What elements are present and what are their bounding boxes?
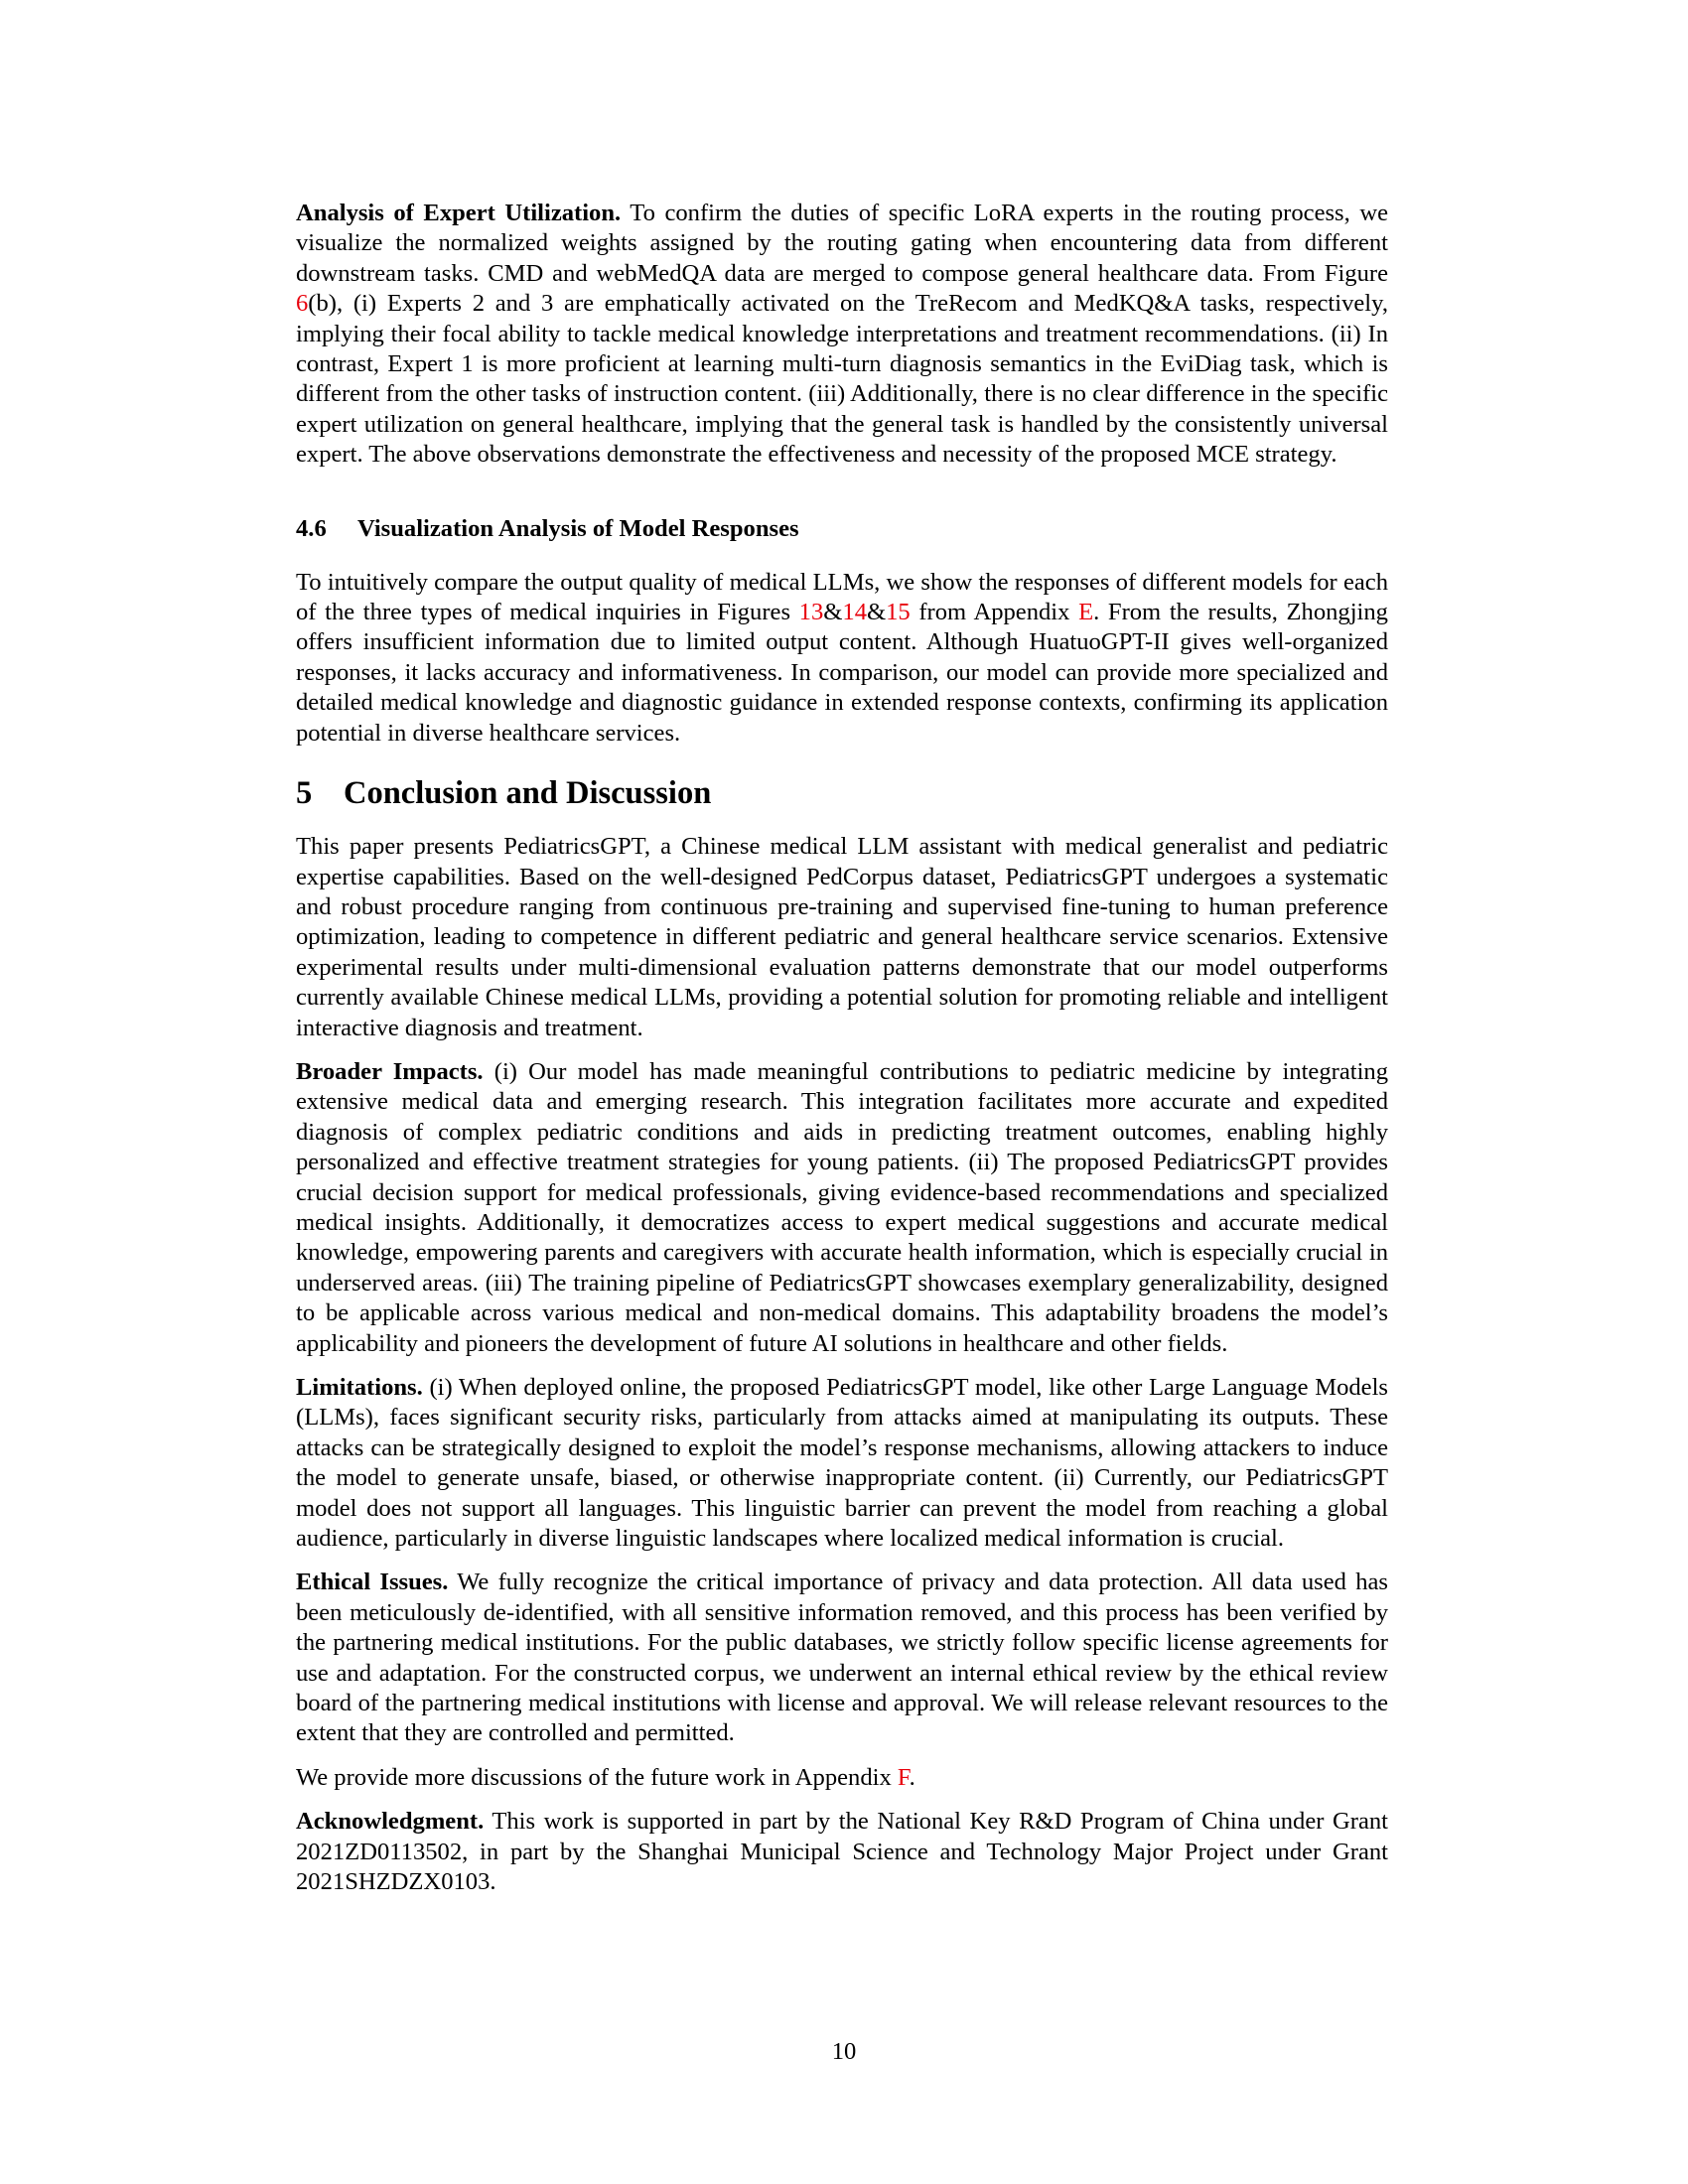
ampersand: & bbox=[866, 599, 887, 626]
paragraph-broader-impacts bbox=[296, 1057, 1388, 1359]
paragraph-conclusion: This paper presents PediatricsGPT, a Chinese medical LLM assistant with medical generalist and pediatric expertise capabilities. Based on the well-designed PedCorpus dataset, PediatricsGPT undergoes a systematic and robust procedure ranging from continuous pre-training and supervised fine-tuning to human preference optimization, leading to competence in different pediatric and general healthcare service scenarios. Extensive experimental results under multi-dimensional evaluation patterns demonstrate that our model outperforms currently available Chinese medical LLMs, providing a potential solution for promoting reliable and intelligent interactive diagnosis and treatment. bbox=[296, 833, 1388, 1041]
paragraph-text: from Appendix bbox=[910, 599, 1079, 626]
section-number: 5 bbox=[296, 775, 313, 812]
paragraph-lead: Limitations. bbox=[296, 1374, 423, 1401]
figure-15-link[interactable]: 15 bbox=[886, 599, 911, 626]
paragraph-text: . From the results, Zhongjing offers insufficient information due to limited output content. Although HuatuoGPT-II gives well-organized responses, it lacks accuracy and informativeness. In comparison, our model can provide more specialized and detailed medical knowledge and diagnostic guidance in extended response contexts, confirming its application potential in diverse healthcare services. bbox=[296, 599, 1388, 747]
subsection-number: 4.6 bbox=[296, 514, 327, 542]
appendix-e-link[interactable]: E bbox=[1078, 599, 1094, 626]
paragraph-text: This work is supported in part by the National Key R&D Program of China under Grant 2021ZD0113502, in part by the Shanghai Municipal Science and Technology Major Project under Grant 2021SHZDZX0103. bbox=[296, 1808, 1388, 1896]
paragraph-text: (b), (i) Experts 2 and 3 are emphatically activated on the TreRecom and MedKQ&A tasks, respectively, implying their focal ability to tackle medical knowledge interpretations and treatment recommendations. (ii) In contrast, Expert 1 is more proficient at learning multi-turn diagnosis semantics in the EviDiag task, which is different from the other tasks of instruction content. (iii) Additionally, there is no clear difference in the specific expert utilization on general healthcare, implying that the general task is handled by the consistently universal expert. The above observations demonstrate the effectiveness and necessity of the proposed MCE strategy. bbox=[296, 290, 1388, 469]
paragraph-text: To intuitively compare the output quality of medical LLMs, we show the responses of different models for each of the three types of medical inquiries in Figures bbox=[296, 568, 1388, 626]
subsection-heading-4-6 bbox=[296, 514, 1388, 544]
paragraph-text: (i) When deployed online, the proposed PediatricsGPT model, like other Large Language Models (LLMs), faces significant security risks, particularly from attacks aimed at manipulating its outputs. These attacks can be strategically designed to exploit the model’s response mechanisms, allowing attackers to induce the model to generate unsafe, biased, or otherwise inappropriate content. (ii) Currently, our PediatricsGPT model does not support all languages. This linguistic barrier can prevent the model from reaching a global audience, particularly in diverse linguistic landscapes where localized medical information is crucial. bbox=[296, 1374, 1388, 1553]
paragraph-visualization bbox=[296, 568, 1388, 749]
section-title: Conclusion and Discussion bbox=[344, 775, 712, 812]
paragraph-acknowledgment bbox=[296, 1807, 1388, 1897]
paragraph-expert-utilization bbox=[296, 199, 1388, 471]
paragraph-future-work bbox=[296, 1763, 1388, 1793]
appendix-f-link[interactable]: F bbox=[897, 1763, 910, 1791]
paragraph-lead: Broader Impacts. bbox=[296, 1057, 484, 1085]
page-body bbox=[296, 199, 1388, 1912]
figure-13-link[interactable]: 13 bbox=[798, 599, 824, 626]
paragraph-limitations bbox=[296, 1373, 1388, 1554]
paragraph-lead: Ethical Issues. bbox=[296, 1569, 449, 1596]
paragraph-text: . bbox=[909, 1763, 915, 1791]
figure-14-link[interactable]: 14 bbox=[842, 599, 867, 626]
ampersand: & bbox=[823, 599, 843, 626]
paragraph-text: We provide more discussions of the future work in Appendix bbox=[296, 1763, 898, 1791]
paragraph-lead: Acknowledgment. bbox=[296, 1808, 485, 1836]
paragraph-text: (i) Our model has made meaningful contributions to pediatric medicine by integrating extensive medical data and emerging research. This integration facilitates more accurate and expedited diagnosis of complex pediatric conditions and aids in predicting treatment outcomes, enabling highly personalized and effective treatment strategies for young patients. (ii) The proposed PediatricsGPT provides crucial decision support for medical professionals, giving evidence-based recommendations and specialized medical insights. Additionally, it democratizes access to expert medical suggestions and accurate medical knowledge, empowering parents and caregivers with accurate health information, which is especially crucial in underserved areas. (iii) The training pipeline of PediatricsGPT showcases exemplary generalizability, designed to be applicable across various medical and non-medical domains. This adaptability broadens the model’s applicability and pioneers the development of future AI solutions in healthcare and other fields. bbox=[296, 1057, 1388, 1357]
page-number: 10 bbox=[831, 2038, 857, 2065]
section-heading-5 bbox=[296, 774, 1388, 812]
subsection-title: Visualization Analysis of Model Responses bbox=[357, 514, 799, 542]
paragraph-text: We fully recognize the critical importance of privacy and data protection. All data used has been meticulously de-identified, with all sensitive information removed, and this process has been verified by the partnering medical institutions. For the public databases, we strictly follow specific license agreements for use and adaptation. For the constructed corpus, we underwent an internal ethical review by the ethical review board of the partnering medical institutions with license and approval. We will release relevant resources to the extent that they are controlled and permitted. bbox=[296, 1569, 1388, 1747]
paragraph-ethical-issues bbox=[296, 1568, 1388, 1748]
paragraph-lead: Analysis of Expert Utilization. bbox=[296, 200, 622, 226]
figure-6-link[interactable]: 6 bbox=[296, 290, 309, 318]
paragraph-text: To confirm the duties of specific LoRA experts in the routing process, we visualize the normalized weights assigned by the routing gating when encountering data from different downstream tasks. CMD and webMedQA data are merged to compose general healthcare data. From Figure bbox=[296, 200, 1389, 287]
